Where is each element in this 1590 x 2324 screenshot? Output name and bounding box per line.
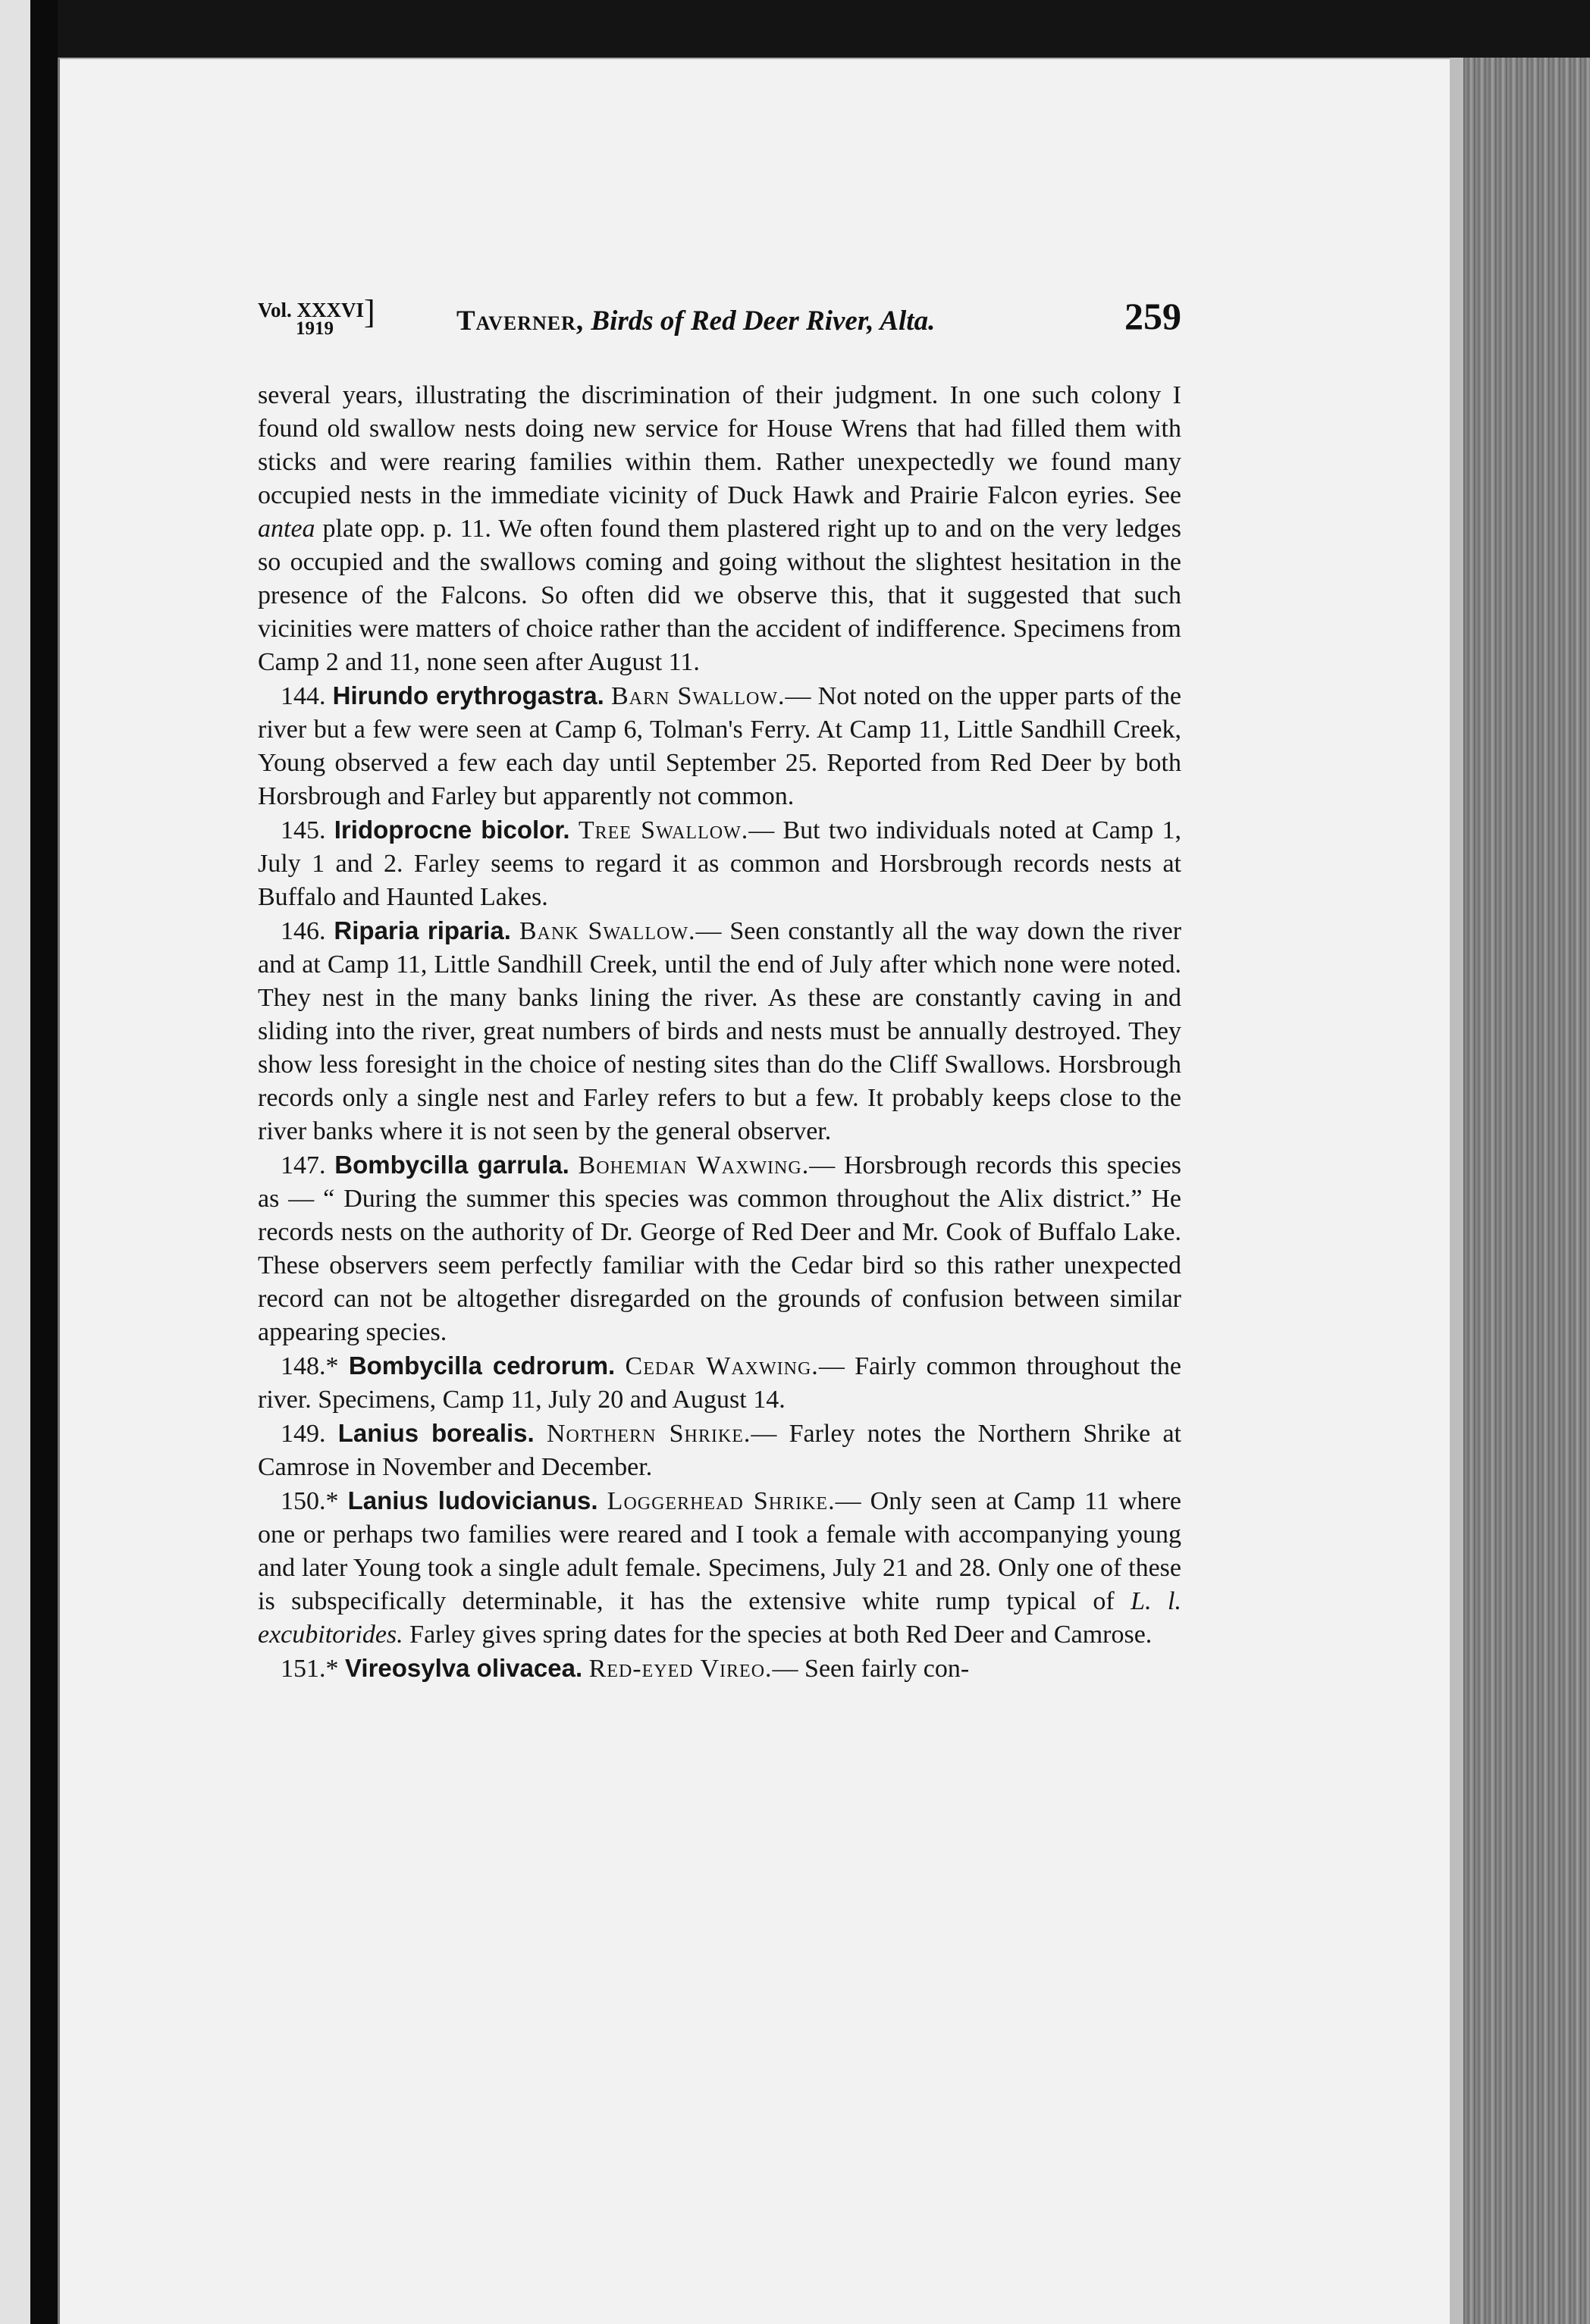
species-number: 145.: [281, 816, 326, 844]
common-name: Cedar Waxwing.: [625, 1352, 819, 1380]
scientific-name: Iridoprocne bicolor.: [334, 816, 570, 844]
italic-text: L. l. excubitorides.: [258, 1587, 1181, 1649]
text-run: — Not noted on the upper parts of the river but a few were seen at Camp 6, Tolman's Ferry. At Camp 11, Little Sandhill Creek, Young observed a few each day until September 25. Reported from Red Deer by both Horsbrough and Farley but apparently not common.: [258, 682, 1182, 810]
scientific-name: Hirundo erythrogastra.: [332, 681, 604, 709]
common-name: Northern Shrike.: [546, 1420, 751, 1448]
species-entry: [258, 1652, 1181, 1686]
volume-number: Vol. XXXVI: [258, 299, 365, 321]
book-block-edge: [1463, 58, 1590, 2324]
scientific-name: Lanius ludovicianus.: [347, 1486, 598, 1514]
common-name: Bohemian Waxwing.: [578, 1151, 810, 1179]
species-entries: [258, 679, 1181, 1686]
running-title: [456, 305, 935, 337]
species-entry: [258, 813, 1181, 914]
body-text: [258, 379, 1181, 1686]
scientific-name: Riparia riparia.: [334, 916, 511, 944]
text-run: Farley gives spring dates for the species at both Red Deer and Camrose.: [403, 1621, 1153, 1649]
scientific-name: Bombycilla garrula.: [334, 1151, 569, 1179]
species-entry: [258, 679, 1181, 813]
scientific-name: Vireosylva olivacea.: [345, 1654, 583, 1682]
header-bracket: ]: [364, 293, 375, 330]
page-fore-edge: [1450, 58, 1463, 2324]
text-run: — Only seen at Camp 11 where one or perhaps two families were reared and I took a female with accompanying young and later Young took a single adult female. Specimens, July 21 and 28. Only one of these is subspecifically determinable, it has the extensive white rump typical of: [258, 1487, 1182, 1615]
common-name: Red-eyed Vireo.: [588, 1655, 773, 1683]
species-number: 147.: [281, 1151, 326, 1179]
species-entry: [258, 1349, 1181, 1417]
book-gutter: [30, 0, 58, 2324]
volume-year: 1919: [296, 318, 334, 339]
text-run: plate opp. p. 11. We often found them plastered right up to and on the very ledges so occupied and the swallows coming and going without the slightest hesitation in the presence of the Falcons. So often did we observe this, that it suggested that such vicinities were matters of choice rather than the accident of indifference. Specimens from Camp 2 and 11, none seen after August 11.: [258, 515, 1181, 676]
species-number: 144.: [281, 682, 326, 710]
running-article-title: Birds of Red Deer River, Alta.: [591, 305, 936, 337]
species-entry: [258, 1484, 1181, 1652]
common-name: Loggerhead Shrike.: [607, 1487, 836, 1515]
italic-text: antea: [258, 515, 315, 543]
species-number: 151.*: [281, 1655, 339, 1683]
text-run: — Seen fairly con-: [772, 1655, 970, 1683]
volume-label: [258, 293, 375, 339]
text-run: several years, illustrating the discrimination of their judgment. In one such colony I found old swallow nests doing new service for House Wrens that had filled them with sticks and were rearing families within them. Rather unexpectedly we found many occupied nests in the immediate vicinity of Duck Hawk and Prairie Falcon eyries. See: [258, 381, 1181, 509]
common-name: Barn Swallow.: [610, 682, 786, 710]
text-run: — But two individuals noted at Camp 1, July 1 and 2. Farley seems to regard it as common and Horsbrough records nests at Buffalo and Haunted Lakes.: [258, 816, 1182, 911]
intro-paragraph: [258, 379, 1181, 679]
text-run: — Horsbrough records this species as — “ During the summer this species was common throughout the Alix district.” He records nests on the authority of Dr. George of Red Deer and Mr. Cook of Buffalo Lake. These observers seem perfectly familiar with the Cedar bird so this rather unexpected record can not be altogether disregarded on the grounds of confusion between similar appearing species.: [258, 1151, 1182, 1346]
species-number: 150.*: [281, 1487, 339, 1515]
scientific-name: Lanius borealis.: [337, 1419, 535, 1447]
text-run: — Farley notes the Northern Shrike at Camrose in November and December.: [258, 1420, 1181, 1481]
scientific-name: Bombycilla cedrorum.: [348, 1351, 616, 1380]
text-run: — Seen constantly all the way down the river and at Camp 11, Little Sandhill Creek, until the end of July after which none were noted. They nest in the many banks lining the river. As these are constantly caving in and sliding into the river, great numbers of birds and nests must be annually destroyed. They show less foresight in the choice of nesting sites than do the Cliff Swallows. Horsbrough records only a single nest and Farley refers to but a few. It probably keeps close to the river banks where it is not seen by the general observer.: [258, 917, 1182, 1145]
species-number: 148.*: [281, 1352, 339, 1380]
species-entry: [258, 914, 1181, 1148]
species-entry: [258, 1417, 1181, 1484]
species-number: 149.: [281, 1420, 326, 1448]
adjacent-page-edge: [0, 0, 30, 2324]
species-number: 146.: [281, 917, 326, 945]
running-header: [258, 294, 1181, 355]
common-name: Bank Swallow.: [519, 917, 696, 945]
text-run: — Fairly common throughout the river. Specimens, Camp 11, July 20 and August 14.: [258, 1352, 1181, 1414]
running-author: Taverner,: [456, 305, 585, 337]
common-name: Tree Swallow.: [578, 816, 749, 844]
page-number: 259: [1124, 295, 1181, 337]
species-entry: [258, 1148, 1181, 1349]
